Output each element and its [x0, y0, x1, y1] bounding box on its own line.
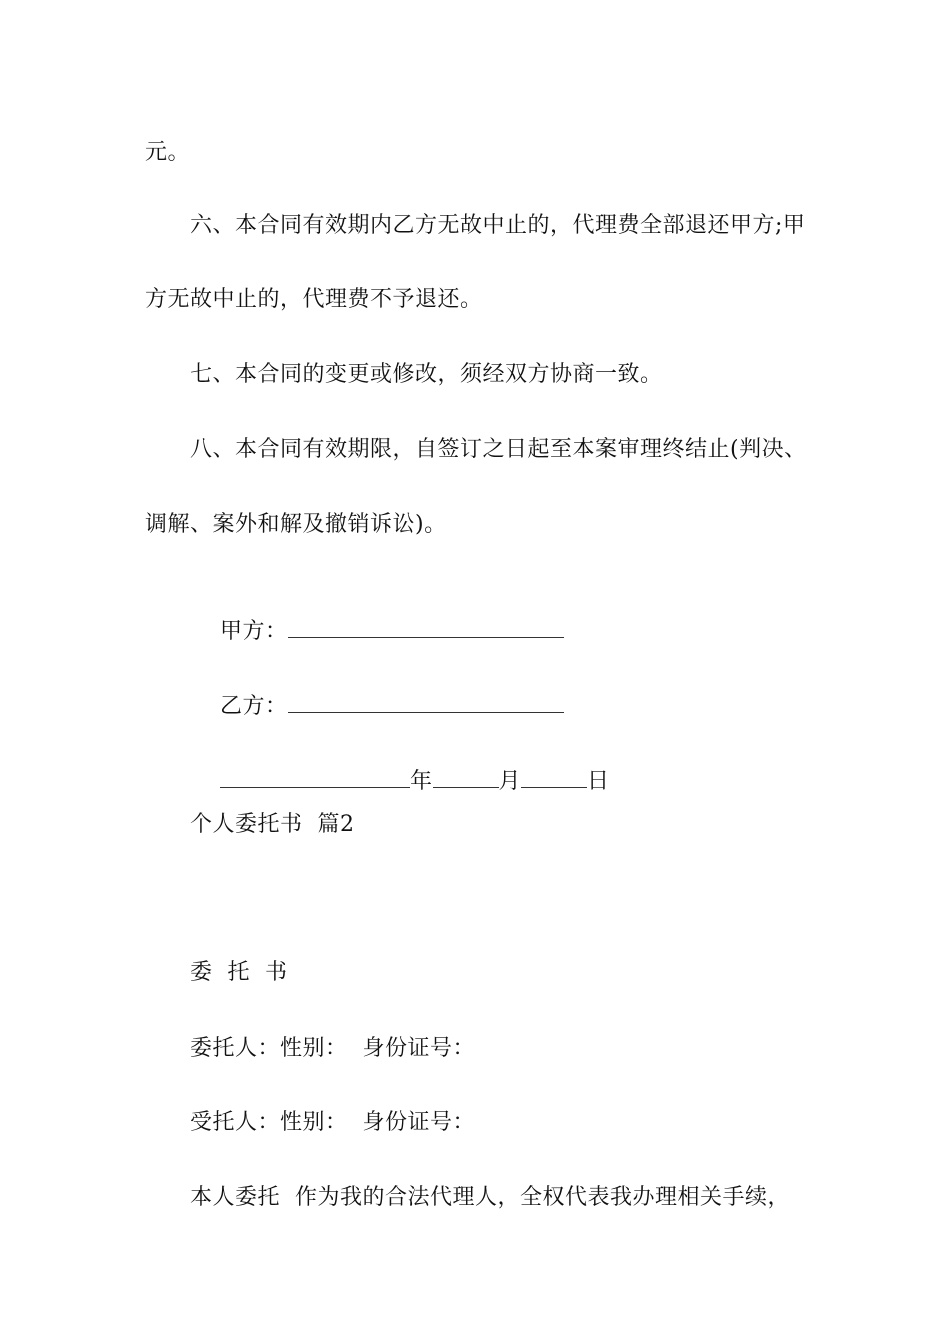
party-a-blank	[288, 615, 564, 638]
party-a-label: 甲方：	[219, 619, 288, 644]
party-b-label: 乙方：	[219, 694, 288, 719]
authorization-body: 本人委托 作为我的合法代理人，全权代表我办理相关手续，	[190, 1185, 790, 1210]
day-label: 日	[587, 769, 610, 794]
clause-seven: 七、本合同的变更或修改，须经双方协商一致。	[190, 362, 663, 387]
day-blank	[521, 765, 587, 788]
agent-info: 受托人：性别： 身份证号：	[190, 1110, 475, 1135]
paragraph-continuation: 元。	[145, 140, 191, 165]
clause-six-line-2: 方无故中止的，代理费不予退还。	[145, 287, 483, 312]
month-blank	[433, 765, 499, 788]
year-blank	[220, 765, 410, 788]
clause-eight-line-2: 调解、案外和解及撤销诉讼)。	[145, 512, 447, 537]
section-two-heading: 个人委托书 篇2	[190, 812, 355, 837]
clause-six-line-1: 六、本合同有效期内乙方无故中止的，代理费全部退还甲方;甲	[190, 213, 806, 238]
clause-eight-line-1: 八、本合同有效期限，自签订之日起至本案审理终结止(判决、	[190, 437, 807, 462]
month-label: 月	[498, 769, 522, 794]
year-label: 年	[409, 769, 433, 794]
principal-info: 委托人：性别： 身份证号：	[190, 1036, 475, 1061]
letter-title: 委 托 书	[190, 960, 288, 985]
party-b-blank	[288, 690, 564, 713]
